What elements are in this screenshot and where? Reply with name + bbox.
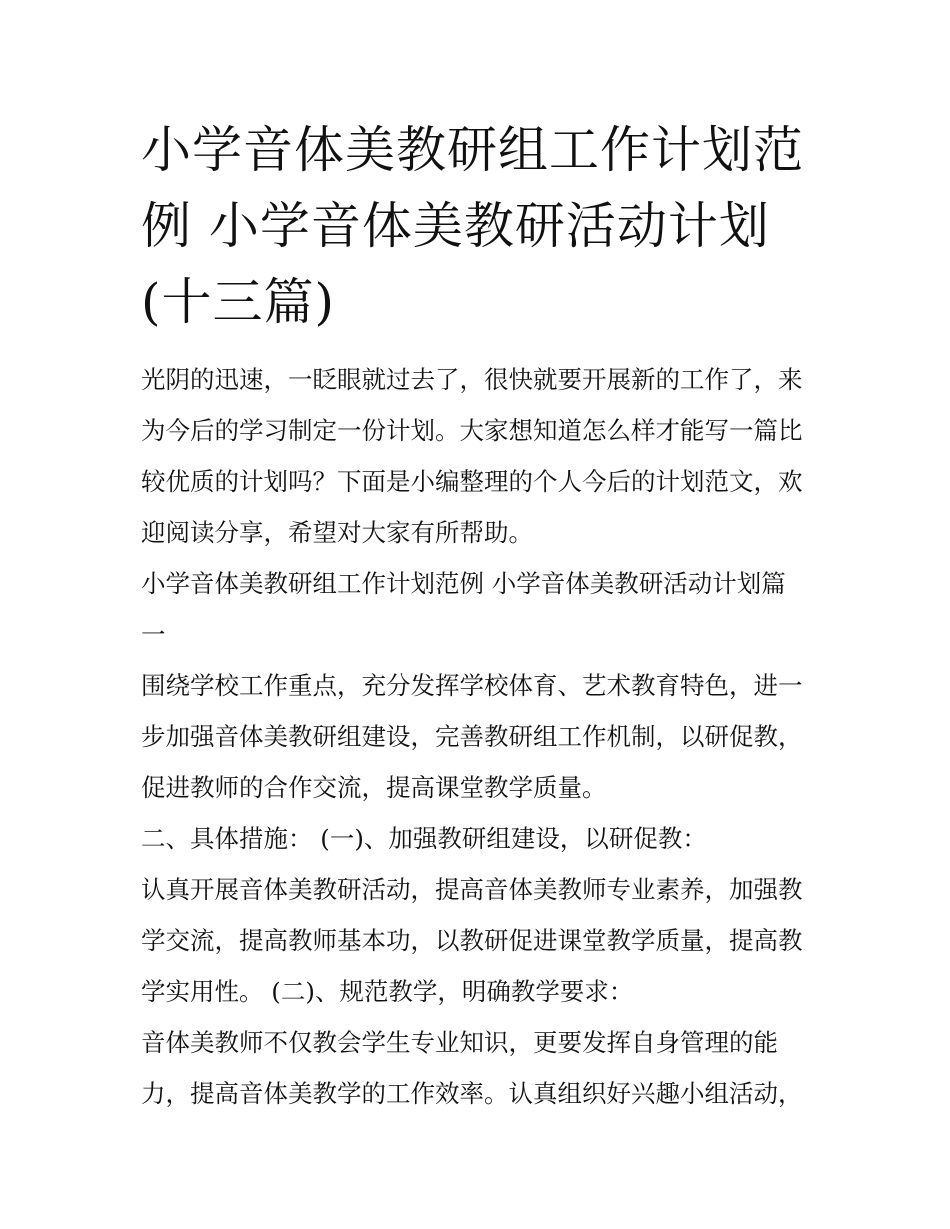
- body-paragraph: [141, 1017, 821, 1119]
- text-line: 力，提高音体美教学的工作效率。认真组织好兴趣小组活动，: [141, 1079, 803, 1108]
- text-line: 二、具体措施： (一)、加强教研组建设，以研促教：: [141, 824, 707, 853]
- text-line: 促进教师的合作交流，提高课堂教学质量。: [141, 773, 607, 802]
- text-line: 为今后的学习制定一份计划。大家想知道怎么样才能写一篇比: [141, 416, 803, 445]
- title-line: (十三篇): [141, 273, 336, 331]
- text-line: 步加强音体美教研组建设，完善教研组工作机制，以研促教，: [141, 722, 803, 751]
- text-line: 迎阅读分享，希望对大家有所帮助。: [141, 518, 533, 547]
- body-paragraph: [141, 660, 821, 813]
- body-paragraph: [141, 864, 821, 1017]
- title-line: 例 小学音体美教研活动计划: [141, 197, 770, 255]
- text-line: 学实用性。 (二)、规范教学，明确教学要求：: [141, 977, 634, 1006]
- document-title: [141, 112, 821, 340]
- measures-heading: [141, 813, 821, 864]
- text-line: 小学音体美教研组工作计划范例 小学音体美教研活动计划篇: [141, 569, 786, 598]
- text-line: 学交流，提高教师基本功，以教研促进课堂教学质量，提高教: [141, 926, 803, 955]
- text-line: 光阴的迅速，一眨眼就过去了，很快就要开展新的工作了，来: [141, 365, 803, 394]
- text-line: 围绕学校工作重点，充分发挥学校体育、艺术教育特色，进一: [141, 671, 803, 700]
- text-line: 音体美教师不仅教会学生专业知识，更要发挥自身管理的能: [141, 1028, 778, 1057]
- document-body: [141, 112, 821, 1119]
- text-line: 较优质的计划吗？下面是小编整理的个人今后的计划范文，欢: [141, 467, 803, 496]
- intro-paragraph: [141, 354, 821, 558]
- text-line: 一: [141, 620, 166, 649]
- text-line: 认真开展音体美教研活动，提高音体美教师专业素养，加强教: [141, 875, 803, 904]
- section-heading: [141, 558, 821, 660]
- title-line: 小学音体美教研组工作计划范: [141, 121, 804, 179]
